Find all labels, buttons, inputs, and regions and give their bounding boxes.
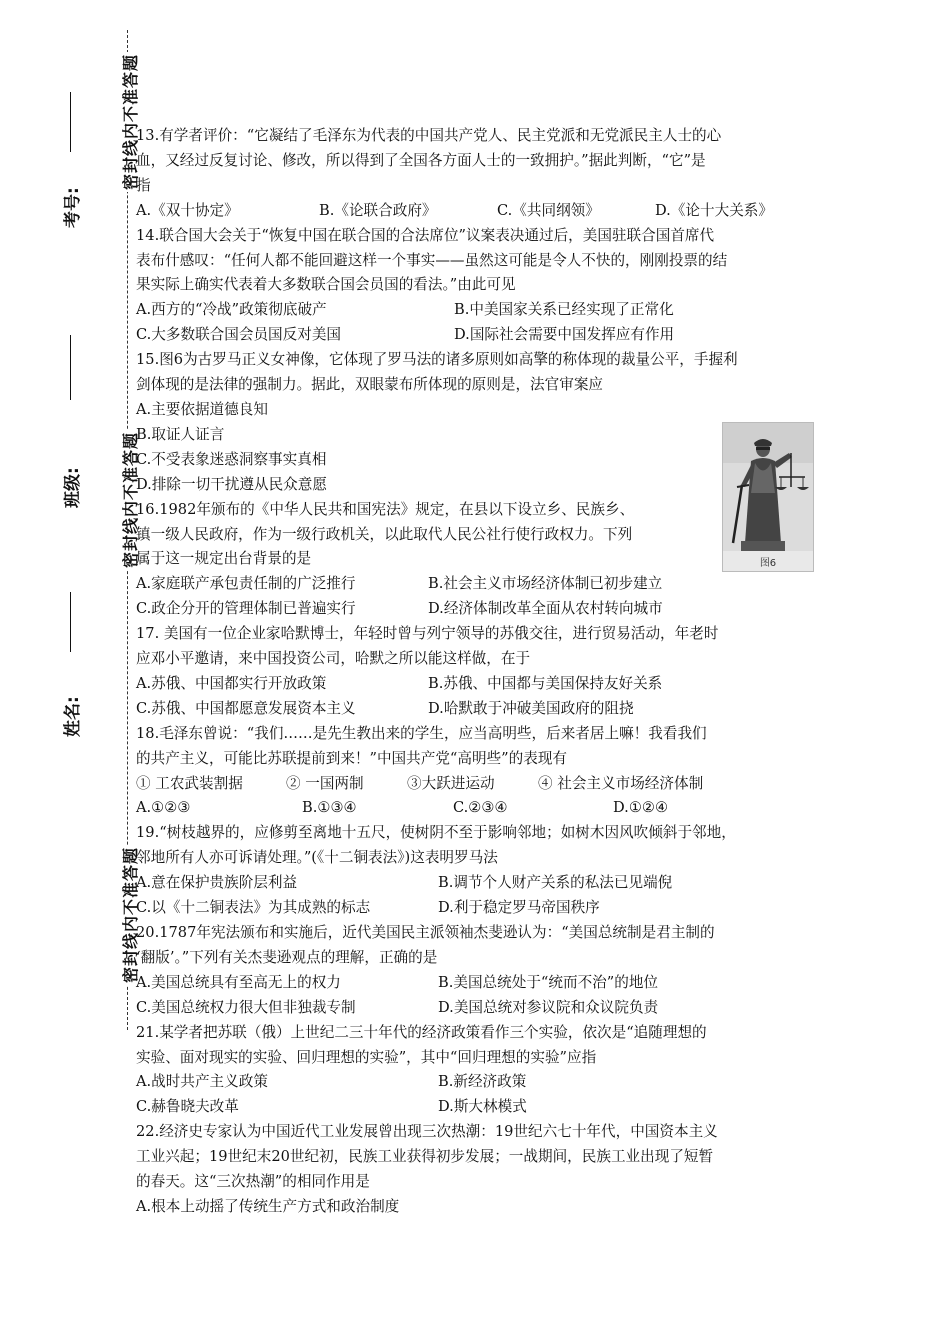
option-b: B.苏俄、中国都与美国保持友好关系 (428, 674, 663, 692)
question-stem-line: 16.1982年颁布的《中华人民共和国宪法》规定，在县以下设立乡、民族乡、 (136, 500, 635, 518)
option-c: C.政企分开的管理体制已普遍实行 (136, 600, 356, 618)
question-stem-line: 20.1787年宪法颁布和实施后，近代美国民主派领袖杰斐逊认为：“美国总统制是君主制的 (136, 924, 715, 941)
option-d: D.利于稳定罗马帝国秩序 (438, 899, 600, 917)
question-stem-line: 邻地所有人亦可诉请处理。”(《十二铜表法》)这表明罗马法 (136, 849, 498, 867)
question-stem-line: 18.毛泽东曾说：“我们……是先生教出来的学生，应当高明些，后来者居上嘛！我看我们 (136, 724, 707, 742)
class-line (70, 335, 71, 400)
question-stem-line: 21.某学者把苏联（俄）上世纪二三十年代的经济政策看作三个实验，依次是“追随理想的 (136, 1023, 707, 1041)
option-d: D.《论十大关系》 (655, 201, 773, 219)
option-d: D.排除一切干扰遵从民众意愿 (136, 475, 327, 493)
question-stem-line: 22.经济史专家认为中国近代工业发展曾出现三次热潮：19世纪六七十年代，中国资本主义 (136, 1123, 718, 1141)
option-a: A.意在保护贵族阶层利益 (136, 874, 298, 892)
option-a: A.家庭联产承包责任制的广泛推行 (136, 575, 356, 593)
sealing-margin (0, 0, 140, 1344)
question-stem-line: 应邓小平邀请，来中国投资公司，哈默之所以能这样做，在于 (136, 650, 531, 668)
figure-caption: 图6 (759, 558, 777, 569)
option-b: B.中美国家关系已经实现了正常化 (454, 301, 674, 319)
option-d: D.哈默敢于冲破美国政府的阻挠 (428, 699, 634, 717)
question-20 (136, 921, 836, 1021)
justitia-statue-figure (722, 422, 814, 572)
options-row (136, 971, 836, 996)
options-row (136, 871, 836, 896)
option-a: A.《双十协定》 (136, 201, 239, 219)
options-row (136, 996, 836, 1021)
item-1: ① 工农武装割据 (136, 774, 243, 792)
options-row (136, 1095, 836, 1120)
question-13 (136, 124, 836, 224)
option-b: B.美国总统处于“统而不治”的地位 (438, 973, 659, 991)
question-stem-line: 实验、面对现实的实验、回归理想的实验”，其中“回归理想的实验”应指 (136, 1048, 597, 1066)
option-b: B.取证人证言 (136, 425, 225, 443)
question-stem-line: 19.“树枝越界的，应修剪至离地十五尺，使树阴不至于影响邻地；如树木因风吹倾斜于邻地， (136, 824, 736, 842)
option-c: C.②③④ (453, 799, 508, 817)
option-c: C.不受表象迷惑洞察事实真相 (136, 450, 327, 468)
question-22 (136, 1120, 836, 1220)
options-row (136, 199, 836, 224)
question-21 (136, 1021, 836, 1121)
options-row (136, 1070, 836, 1095)
option-b: B.①③④ (302, 799, 357, 817)
option-d: D.国际社会需要中国发挥应有作用 (454, 326, 675, 344)
justitia-statue-image (723, 423, 813, 551)
question-stem-line: 属于这一规定出台背景的是 (136, 550, 312, 568)
option-c: C.《共同纲领》 (497, 201, 600, 219)
option-c: C.赫鲁晓夫改革 (136, 1098, 239, 1116)
option-a: A.战时共产主义政策 (136, 1073, 268, 1091)
options-row (136, 298, 836, 323)
question-stem-line: 15.图6为古罗马正义女神像，它体现了罗马法的诸多原则如高擎的称体现的裁量公平，手握利 (136, 351, 738, 369)
question-stem-line: 剑体现的是法律的强制力。据此，双眼蒙布所体现的原则是，法官审案应 (136, 376, 604, 394)
question-stem-line: 血，又经过反复讨论、修改，所以得到了全国各方面人士的一致拥护。”据此判断，“它”是 (136, 151, 706, 169)
question-18 (136, 722, 836, 822)
option-d: D.美国总统对参议院和众议院负责 (438, 998, 659, 1016)
question-stem-line: 的春天。这“三次热潮”的相同作用是 (136, 1173, 370, 1191)
question-content (136, 124, 836, 1220)
question-stem-line: 17. 美国有一位企业家哈默博士，年轻时曾与列宁领导的苏俄交往，进行贸易活动，年老时 (136, 625, 719, 643)
options-row (136, 323, 836, 348)
question-stem-line: 14.联合国大会关于“恢复中国在联合国的合法席位”议案表决通过后，美国驻联合国首席代 (136, 226, 715, 244)
question-14 (136, 224, 836, 349)
option-b: B.《论联合政府》 (319, 201, 437, 219)
options-row (136, 796, 836, 821)
option-a: A.主要依据道德良知 (136, 400, 268, 418)
option-a: A.西方的“冷战”政策彻底破产 (136, 301, 327, 319)
seal-text-top: 密封线内不准答题 (118, 52, 141, 192)
option-b: B.调节个人财产关系的私法已见端倪 (438, 874, 673, 892)
option-b: B.社会主义市场经济体制已初步建立 (428, 575, 663, 593)
seal-text-middle: 密封线内不准答题 (118, 430, 141, 570)
name-line (70, 592, 71, 652)
option-d: D.经济体制改革全面从农村转向城市 (428, 600, 663, 618)
options-row (136, 572, 836, 597)
seal-text-bottom: 密封线内不准答题 (118, 845, 141, 985)
question-stem-line: 工业兴起；19世纪末20世纪初，民族工业获得初步发展；一战期间，民族工业出现了短暂 (136, 1148, 714, 1166)
question-stem-line: 的共产主义，可能比苏联提前到来！”中国共产党“高明些”的表现有 (136, 749, 568, 767)
question-stem-line: 镇一级人民政府，作为一级行政机关，以此取代人民公社行使行政权力。下列 (136, 525, 633, 543)
question-stem-line: 果实际上确实代表着大多数联合国会员国的看法。”由此可见 (136, 276, 516, 294)
options-row (136, 597, 836, 622)
option-a: A.①②③ (136, 799, 191, 817)
question-stem-line: 表布什感叹：“任何人都不能回避这样一个事实——虽然这可能是令人不快的，刚刚投票的结 (136, 251, 728, 269)
exam-no-line (70, 92, 71, 152)
option-d: D.①②④ (613, 799, 669, 817)
option-a: A.根本上动摇了传统生产方式和政治制度 (136, 1197, 400, 1215)
numbered-items-row (136, 772, 836, 797)
exam-no-label: 考号: (63, 187, 83, 228)
item-4: ④ 社会主义市场经济体制 (538, 774, 704, 792)
question-stem-line: ‘翻版’。”下列有关杰斐逊观点的理解，正确的是 (136, 948, 438, 966)
option-d: D.斯大林模式 (438, 1098, 527, 1116)
option-c: C.苏俄、中国都愿意发展资本主义 (136, 699, 356, 717)
class-label: 班级: (63, 467, 83, 508)
option-c: C.大多数联合国会员国反对美国 (136, 326, 342, 344)
option-a: A.美国总统具有至高无上的权力 (136, 973, 341, 991)
option-c: C.美国总统权力很大但非独裁专制 (136, 998, 356, 1016)
option-c: C.以《十二铜表法》为其成熟的标志 (136, 899, 371, 917)
question-stem-line: 指 (136, 176, 151, 194)
item-3: ③大跃进运动 (407, 774, 495, 792)
options-row (136, 896, 836, 921)
option-b: B.新经济政策 (438, 1073, 527, 1091)
options-row (136, 672, 836, 697)
question-stem-line: 13.有学者评价：“它凝结了毛泽东为代表的中国共产党人、民主党派和无党派民主人士的心 (136, 127, 722, 144)
name-label: 姓名: (63, 696, 83, 737)
item-2: ② 一国两制 (286, 774, 364, 792)
option-a: A.苏俄、中国都实行开放政策 (136, 674, 327, 692)
options-row (136, 697, 836, 722)
question-17 (136, 622, 836, 722)
question-19 (136, 821, 836, 921)
